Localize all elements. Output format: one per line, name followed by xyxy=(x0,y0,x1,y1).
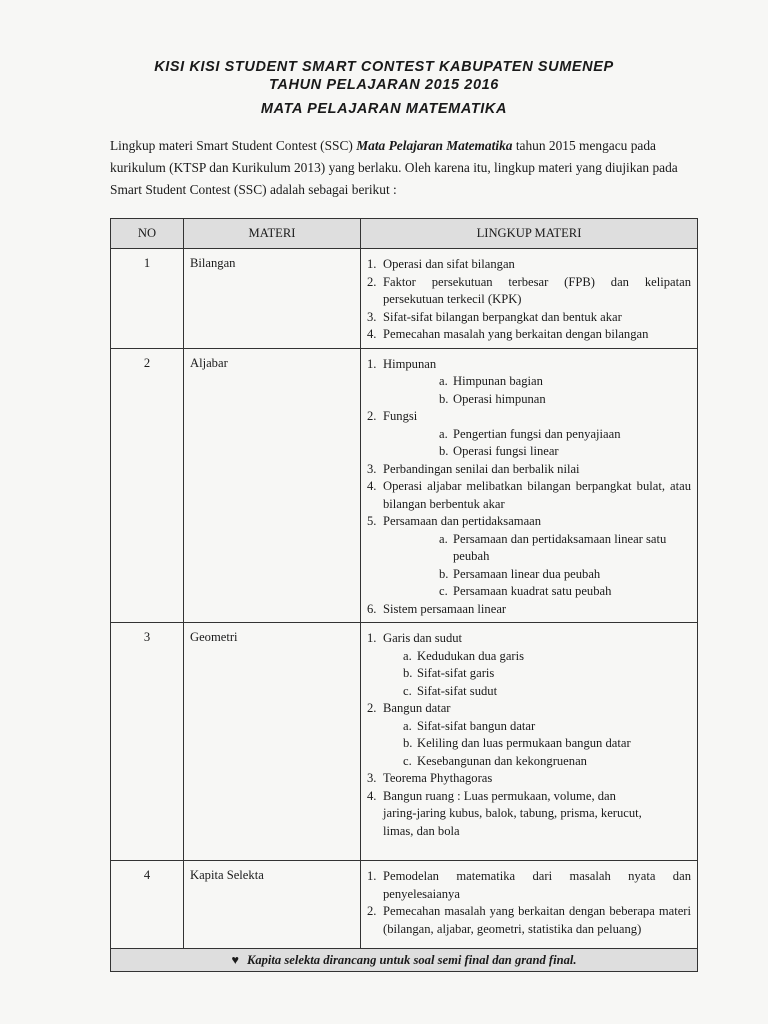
item-number: 1. xyxy=(367,631,377,645)
item-number: 1. xyxy=(367,869,377,883)
intro-paragraph xyxy=(110,135,702,201)
item-number: c. xyxy=(439,584,448,598)
item-number: a. xyxy=(439,426,448,441)
title-line-2: TAHUN PELAJARAN 2015 2016 xyxy=(269,77,499,93)
item-number: 1. xyxy=(367,356,377,371)
item-number: c. xyxy=(403,753,412,768)
item-text: Pemecahan masalah yang berkaitan dengan beberapa materi (bilangan, aljabar, geometri, statistika dan peluang) xyxy=(383,904,691,936)
item-text: Keliling dan luas permukaan bangun datar xyxy=(417,736,631,750)
table-row xyxy=(111,249,698,349)
item-number: 3. xyxy=(367,771,377,785)
item-number: 3. xyxy=(367,461,377,476)
item-text: Faktor persekutuan terbesar (FPB) dan kelipatan persekutuan terkecil (KPK) xyxy=(383,274,691,306)
row-no: 2 xyxy=(111,348,184,623)
document-title xyxy=(0,58,768,118)
row-no: 1 xyxy=(111,249,184,349)
list-item xyxy=(367,461,691,479)
row-no: 4 xyxy=(111,861,184,949)
list-subitem xyxy=(439,426,691,444)
list-item xyxy=(367,274,691,309)
row-materi: Aljabar xyxy=(184,348,361,623)
item-number: b. xyxy=(403,736,413,750)
item-text: Perbandingan senilai dan berbalik nilai xyxy=(383,461,580,476)
table-footnote-row xyxy=(111,949,698,972)
intro-part-2: tahun 2015 mengacu pada kurikulum (KTSP dan Kurikulum 2013) yang berlaku. Oleh karena itu, lingkup materi yang diujikan pada Smart Student Contest (SSC) adalah sebagai berikut : xyxy=(110,138,678,197)
list-item xyxy=(367,478,691,513)
item-text: Teorema Phythagoras xyxy=(383,771,493,785)
item-number: a. xyxy=(403,648,412,663)
item-number: 4. xyxy=(367,327,377,341)
item-number: 2. xyxy=(367,409,377,423)
item-text: Operasi dan sifat bilangan xyxy=(383,257,515,271)
list-item xyxy=(367,700,691,718)
item-number: c. xyxy=(403,683,412,698)
list-subitem xyxy=(439,391,691,409)
item-text: Sifat-sifat sudut xyxy=(417,683,498,698)
list-subitem xyxy=(439,443,691,461)
title-line-3: MATA PELAJARAN MATEMATIKA xyxy=(260,101,508,117)
table-row xyxy=(111,623,698,861)
item-number: 2. xyxy=(367,904,377,918)
header-lingkup: LINGKUP MATERI xyxy=(361,219,698,249)
item-number: 5. xyxy=(367,514,377,528)
item-number: 2. xyxy=(367,701,377,715)
item-text: Sifat-sifat garis xyxy=(417,666,495,680)
item-text: Pemodelan matematika dari masalah nyata dan penyelesaianya xyxy=(383,869,691,901)
item-text: Persamaan dan pertidaksamaan xyxy=(383,514,542,528)
list-item xyxy=(367,256,691,274)
footnote-text: Kapita selekta dirancang untuk soal semi final dan grand final. xyxy=(246,952,577,967)
row-materi: Kapita Selekta xyxy=(184,861,361,949)
item-text: Pengertian fungsi dan penyajiaan xyxy=(453,426,621,441)
item-text: Himpunan xyxy=(383,356,437,371)
table-footnote xyxy=(111,949,698,972)
list-subitem xyxy=(439,531,691,566)
table-header-row xyxy=(111,219,698,249)
item-number: b. xyxy=(439,444,449,458)
list-item xyxy=(367,868,691,903)
intro-emphasis: Mata Pelajaran Matematika xyxy=(356,138,513,153)
row-materi: Bilangan xyxy=(184,249,361,349)
intro-part-1: Lingkup materi Smart Student Contest (SSC) xyxy=(110,138,357,153)
item-text: Persamaan dan pertidaksamaan linear satu peubah xyxy=(453,531,667,563)
item-number: 4. xyxy=(367,788,377,803)
list-item xyxy=(367,326,691,344)
item-number: a. xyxy=(439,531,448,546)
list-item xyxy=(367,408,691,426)
item-text: Bangun datar xyxy=(383,701,451,715)
item-text: Garis dan sudut xyxy=(383,631,463,645)
list-subitem xyxy=(403,718,691,736)
list-item xyxy=(367,630,691,648)
list-item xyxy=(367,513,691,531)
materi-table xyxy=(110,218,698,972)
item-text: Sifat-sifat bilangan berpangkat dan bentuk akar xyxy=(383,309,622,324)
list-subitem xyxy=(403,648,691,666)
item-number: a. xyxy=(439,374,448,388)
list-item xyxy=(367,770,691,788)
header-materi: MATERI xyxy=(184,219,361,249)
list-subitem xyxy=(403,735,691,753)
row-lingkup xyxy=(361,623,698,861)
item-text: Kesebangunan dan kekongruenan xyxy=(417,753,587,768)
title-line-1: KISI KISI STUDENT SMART CONTEST KABUPATEN SUMENEP xyxy=(154,59,614,75)
list-subitem xyxy=(439,583,691,601)
item-number: b. xyxy=(403,666,413,680)
item-text: Himpunan bagian xyxy=(453,374,543,388)
list-item xyxy=(367,601,691,619)
list-subitem xyxy=(403,753,691,771)
item-number: b. xyxy=(439,566,449,581)
row-lingkup xyxy=(361,249,698,349)
table-row xyxy=(111,861,698,949)
item-number: 2. xyxy=(367,274,377,289)
item-text: Persamaan linear dua peubah xyxy=(453,566,601,581)
item-text: Pemecahan masalah yang berkaitan dengan bilangan xyxy=(383,327,649,341)
table-row xyxy=(111,348,698,623)
row-no: 3 xyxy=(111,623,184,861)
item-text: Bangun ruang : Luas permukaan, volume, dan jaring-jaring kubus, balok, tabung, prisma, kerucut, limas, dan bola xyxy=(383,788,642,838)
list-subitem xyxy=(439,373,691,391)
list-subitem xyxy=(439,566,691,584)
list-subitem xyxy=(403,683,691,701)
item-number: 1. xyxy=(367,257,377,271)
item-text: Operasi aljabar melibatkan bilangan berpangkat bulat, atau bilangan berbentuk akar xyxy=(383,479,691,511)
item-number: 4. xyxy=(367,479,377,493)
item-text: Operasi himpunan xyxy=(453,391,546,406)
item-number: a. xyxy=(403,718,412,733)
item-number: 6. xyxy=(367,601,377,616)
item-text: Sifat-sifat bangun datar xyxy=(417,718,536,733)
row-lingkup xyxy=(361,861,698,949)
list-subitem xyxy=(403,665,691,683)
item-text: Sistem persamaan linear xyxy=(383,601,507,616)
list-item xyxy=(367,903,691,938)
row-materi: Geometri xyxy=(184,623,361,861)
item-text: Operasi fungsi linear xyxy=(453,444,559,458)
list-item xyxy=(367,309,691,327)
item-text: Fungsi xyxy=(383,409,418,423)
list-item xyxy=(367,788,691,841)
header-no: NO xyxy=(111,219,184,249)
item-text: Persamaan kuadrat satu peubah xyxy=(453,584,612,598)
list-item xyxy=(367,356,691,374)
item-text: Kedudukan dua garis xyxy=(417,648,525,663)
item-number: 3. xyxy=(367,309,377,324)
row-lingkup xyxy=(361,348,698,623)
item-number: b. xyxy=(439,391,449,406)
heart-icon: ♥ xyxy=(231,952,239,967)
